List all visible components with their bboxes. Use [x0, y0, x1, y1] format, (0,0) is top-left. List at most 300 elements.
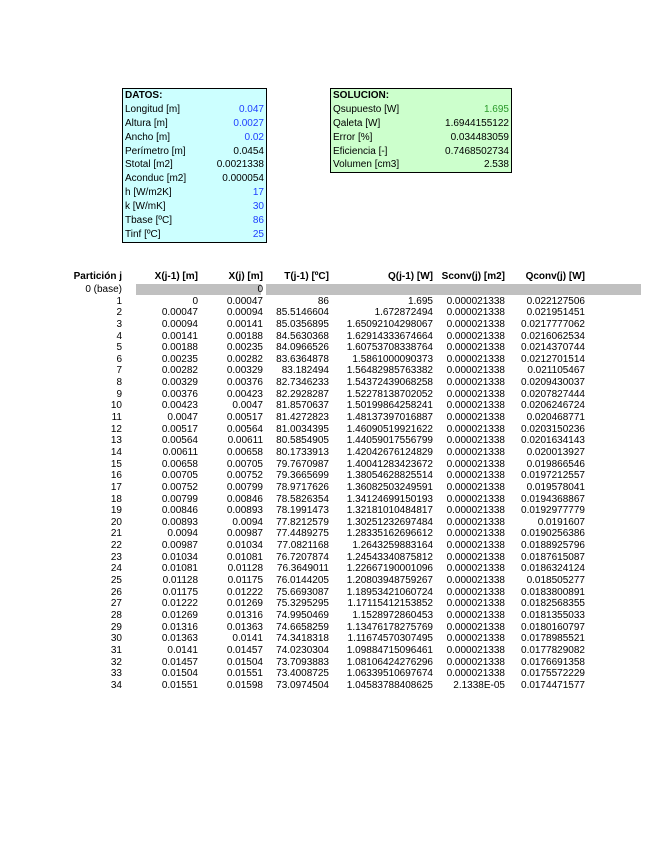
cell-sconv: 0.000021338 [446, 528, 505, 540]
solucion-label: Error [%] [333, 131, 373, 143]
header-t-prev: T(j-1) [ºC] [284, 271, 329, 282]
cell-qconv: 0.019866546 [526, 458, 585, 470]
cell-particion: 13 [110, 435, 122, 447]
cell-t-prev: 74.6658259 [276, 621, 329, 633]
table-row [0, 412, 655, 424]
cell-x-prev: 0.00047 [161, 307, 198, 319]
cell-qconv: 0.0180160797 [521, 621, 585, 633]
header-qconv: Qconv(j) [W] [525, 271, 585, 282]
cell-x: 0.00423 [226, 388, 263, 400]
cell-q-prev: 1.54372439068258 [346, 377, 433, 389]
cell-x: 0.00141 [226, 318, 263, 330]
cell-x: 0.00517 [226, 412, 263, 424]
cell-qconv: 0.0190256386 [521, 528, 585, 540]
cell-t-prev: 78.9717626 [276, 481, 329, 493]
cell-x: 0.00611 [227, 435, 263, 447]
cell-t-prev: 74.3418318 [276, 633, 329, 645]
cell-q-prev: 1.672872494 [374, 307, 433, 319]
cell-particion: 15 [110, 458, 122, 470]
base-label: 0 (base) [85, 284, 122, 295]
cell-q-prev: 1.28335162696612 [346, 528, 433, 540]
cell-t-prev: 86 [317, 295, 329, 307]
cell-x-prev: 0.01128 [162, 575, 198, 587]
cell-q-prev: 1.56482985763382 [346, 365, 433, 377]
cell-particion: 24 [110, 563, 122, 575]
cell-x-prev: 0.0141 [167, 644, 198, 656]
cell-particion: 14 [110, 446, 122, 458]
datos-value: 0.0454 [233, 145, 264, 157]
cell-particion: 21 [110, 528, 122, 540]
datos-value: 17 [252, 187, 264, 199]
cell-particion: 20 [110, 516, 122, 528]
cell-q-prev: 1.30251232697484 [346, 516, 433, 528]
cell-particion: 19 [110, 505, 122, 517]
cell-t-prev: 78.1991473 [276, 505, 329, 517]
datos-value: 0.0021338 [216, 159, 264, 171]
datos-row [123, 145, 266, 159]
cell-sconv: 0.000021338 [446, 400, 505, 412]
cell-particion: 5 [116, 342, 122, 354]
cell-q-prev: 1.34124699150193 [346, 493, 433, 505]
table-row [0, 505, 655, 517]
solucion-value: 0.034483059 [450, 131, 509, 143]
cell-x-prev: 0.00846 [161, 505, 198, 517]
cell-qconv: 0.0206246724 [521, 400, 585, 412]
solucion-value: 2.538 [483, 159, 509, 171]
cell-q-prev: 1.20803948759267 [346, 575, 433, 587]
datos-value: 0.0027 [233, 117, 264, 129]
table-row [0, 680, 655, 692]
cell-sconv: 0.000021338 [446, 318, 505, 330]
table-row [0, 622, 655, 634]
datos-row [123, 117, 266, 131]
cell-qconv: 0.0192977779 [521, 505, 585, 517]
datos-row [123, 214, 266, 228]
cell-x-prev: 0.00658 [161, 458, 198, 470]
cell-t-prev: 83.182494 [281, 365, 329, 377]
cell-qconv: 0.0187615087 [521, 551, 585, 563]
cell-t-prev: 84.0966526 [276, 342, 329, 354]
cell-sconv: 2.1338E-05 [453, 679, 505, 691]
header-x: X(j) [m] [228, 271, 263, 282]
cell-x: 0.00658 [226, 446, 263, 458]
datos-row [123, 200, 266, 214]
header-q-prev: Q(j-1) [W] [388, 271, 433, 282]
table-row [0, 552, 655, 564]
cell-x: 0.00987 [226, 528, 263, 540]
cell-particion: 8 [116, 377, 122, 389]
cell-sconv: 0.000021338 [446, 609, 505, 621]
cell-q-prev: 1.22667190001096 [346, 563, 433, 575]
cell-t-prev: 74.0230304 [276, 644, 329, 656]
cell-t-prev: 83.6364878 [276, 353, 329, 365]
header-particion: Partición j [73, 271, 122, 282]
cell-qconv: 0.0194368867 [521, 493, 585, 505]
base-xj: 0 [257, 284, 263, 295]
cell-particion: 27 [110, 598, 122, 610]
cell-x-prev: 0.00094 [161, 318, 198, 330]
header-sconv: Sconv(j) [m2] [441, 271, 505, 282]
cell-t-prev: 85.5146604 [276, 307, 329, 319]
solucion-row [331, 103, 511, 117]
cell-x-prev: 0.00141 [161, 330, 198, 342]
cell-particion: 1 [116, 295, 122, 307]
datos-value: 30 [252, 201, 264, 213]
cell-x: 0.01128 [227, 563, 263, 575]
cell-x: 0.01034 [226, 540, 263, 552]
cell-particion: 17 [110, 481, 122, 493]
cell-t-prev: 82.7346233 [276, 377, 329, 389]
cell-x-prev: 0.00799 [161, 493, 198, 505]
table-row [0, 598, 655, 610]
cell-particion: 12 [110, 423, 122, 435]
table-row [0, 319, 655, 331]
cell-x-prev: 0.01222 [161, 598, 198, 610]
cell-sconv: 0.000021338 [446, 575, 505, 587]
cell-x: 0.0047 [232, 400, 263, 412]
cell-particion: 29 [110, 621, 122, 633]
cell-x: 0.01316 [226, 609, 263, 621]
datos-label: Longitud [m] [125, 103, 181, 115]
cell-t-prev: 84.5630368 [276, 330, 329, 342]
datos-title: DATOS: [125, 90, 163, 101]
cell-sconv: 0.000021338 [446, 481, 505, 493]
table-row [0, 494, 655, 506]
cell-sconv: 0.000021338 [446, 644, 505, 656]
cell-x-prev: 0.01457 [161, 656, 198, 668]
cell-particion: 34 [110, 679, 122, 691]
cell-x: 0.00329 [226, 365, 263, 377]
cell-qconv: 0.0188925796 [521, 540, 585, 552]
cell-x-prev: 0.00282 [161, 365, 198, 377]
cell-q-prev: 1.11674570307495 [347, 633, 433, 645]
datos-row [123, 186, 266, 200]
datos-value: 86 [252, 215, 264, 227]
solucion-row [331, 131, 511, 145]
cell-t-prev: 73.7093883 [276, 656, 329, 668]
base-row [0, 284, 655, 296]
cell-sconv: 0.000021338 [446, 412, 505, 424]
cell-qconv: 0.0176691358 [521, 656, 585, 668]
cell-particion: 23 [110, 551, 122, 563]
table-row [0, 459, 655, 471]
cell-sconv: 0.000021338 [446, 365, 505, 377]
cell-particion: 4 [116, 330, 122, 342]
cell-sconv: 0.000021338 [446, 656, 505, 668]
cell-sconv: 0.000021338 [446, 342, 505, 354]
cell-particion: 31 [110, 644, 122, 656]
cell-x-prev: 0.00423 [161, 400, 198, 412]
cell-particion: 6 [116, 353, 122, 365]
cell-q-prev: 1.44059017556799 [346, 435, 433, 447]
solucion-row [331, 158, 511, 172]
solucion-row [331, 117, 511, 131]
cell-x-prev: 0.00376 [161, 388, 198, 400]
datos-label: Stotal [m2] [125, 159, 173, 171]
cell-q-prev: 1.5861000090373 [352, 353, 433, 365]
cell-particion: 32 [110, 656, 122, 668]
cell-sconv: 0.000021338 [446, 307, 505, 319]
cell-x: 0.00282 [226, 353, 263, 365]
table-row [0, 633, 655, 645]
datos-row [123, 131, 266, 145]
cell-x-prev: 0.01034 [161, 551, 198, 563]
cell-qconv: 0.0201634143 [521, 435, 585, 447]
table-row [0, 657, 655, 669]
cell-x: 0.01598 [226, 679, 263, 691]
cell-q-prev: 1.06339510697674 [346, 668, 433, 680]
cell-x: 0.00893 [226, 505, 263, 517]
cell-x: 0.00376 [226, 377, 263, 389]
cell-x-prev: 0.01269 [161, 609, 198, 621]
cell-qconv: 0.020013927 [526, 446, 585, 458]
cell-q-prev: 1.13476178275769 [346, 621, 433, 633]
table-row [0, 668, 655, 680]
cell-x-prev: 0.01551 [161, 679, 198, 691]
cell-x-prev: 0.00235 [161, 353, 198, 365]
cell-qconv: 0.021951451 [526, 307, 585, 319]
datos-label: k [W/mK] [125, 201, 166, 213]
table-row [0, 296, 655, 308]
cell-sconv: 0.000021338 [446, 295, 505, 307]
datos-value: 0.047 [238, 103, 264, 115]
cell-sconv: 0.000021338 [446, 388, 505, 400]
cell-x-prev: 0.01363 [161, 633, 198, 645]
cell-q-prev: 1.42042676124829 [346, 446, 433, 458]
cell-x: 0.01363 [226, 621, 263, 633]
cell-x-prev: 0.00705 [161, 470, 198, 482]
cell-x-prev: 0.00188 [161, 342, 198, 354]
cell-x: 0.00235 [226, 342, 263, 354]
cell-x: 0.00846 [226, 493, 263, 505]
cell-t-prev: 76.3649011 [276, 563, 329, 575]
table-row [0, 528, 655, 540]
solucion-label: Qsupuesto [W] [333, 103, 400, 115]
solucion-label: Qaleta [W] [333, 117, 381, 129]
cell-x-prev: 0.01504 [161, 668, 198, 680]
cell-t-prev: 79.3665699 [276, 470, 329, 482]
table-row [0, 342, 655, 354]
cell-x: 0.00094 [226, 307, 263, 319]
table-row [0, 645, 655, 657]
cell-sconv: 0.000021338 [446, 516, 505, 528]
cell-x-prev: 0.0047 [167, 412, 198, 424]
cell-qconv: 0.0209430037 [521, 377, 585, 389]
solucion-value: 1.6944155122 [445, 117, 509, 129]
cell-q-prev: 1.52278138702052 [346, 388, 433, 400]
cell-sconv: 0.000021338 [446, 470, 505, 482]
datos-value: 0.02 [244, 131, 264, 143]
cell-qconv: 0.0212701514 [521, 353, 585, 365]
cell-t-prev: 79.7670987 [276, 458, 329, 470]
cell-q-prev: 1.695 [407, 295, 433, 307]
cell-t-prev: 76.7207874 [276, 551, 329, 563]
cell-qconv: 0.018505277 [526, 575, 585, 587]
cell-qconv: 0.0207827444 [521, 388, 585, 400]
cell-qconv: 0.0214370744 [521, 342, 585, 354]
cell-x-prev: 0.01081 [161, 563, 198, 575]
table-row [0, 610, 655, 622]
table-row [0, 389, 655, 401]
cell-q-prev: 1.36082503249591 [346, 481, 433, 493]
table-row [0, 540, 655, 552]
table-row [0, 575, 655, 587]
cell-sconv: 0.000021338 [446, 435, 505, 447]
cell-x: 0.01504 [226, 656, 263, 668]
table-row [0, 354, 655, 366]
datos-label: Altura [m] [125, 117, 168, 129]
cell-x: 0.00188 [226, 330, 263, 342]
cell-t-prev: 81.4272823 [276, 412, 329, 424]
cell-qconv: 0.0197212557 [521, 470, 585, 482]
cell-q-prev: 1.09884715096461 [346, 644, 433, 656]
cell-q-prev: 1.65092104298067 [346, 318, 433, 330]
cell-particion: 16 [110, 470, 122, 482]
solucion-panel [330, 88, 512, 173]
cell-q-prev: 1.17115412153852 [347, 598, 433, 610]
cell-particion: 18 [110, 493, 122, 505]
cell-x: 0.01551 [226, 668, 263, 680]
solucion-label: Volumen [cm3] [333, 159, 400, 171]
datos-row [123, 158, 266, 172]
cell-t-prev: 73.4008725 [276, 668, 329, 680]
cell-q-prev: 1.48137397016887 [346, 412, 433, 424]
datos-label: Tbase [ºC] [125, 215, 173, 227]
cell-sconv: 0.000021338 [446, 563, 505, 575]
cell-qconv: 0.022127506 [526, 295, 585, 307]
table-row [0, 587, 655, 599]
table-row [0, 365, 655, 377]
cell-qconv: 0.0216062534 [521, 330, 585, 342]
cell-qconv: 0.0178985521 [521, 633, 585, 645]
cell-x: 0.00752 [226, 470, 263, 482]
cell-qconv: 0.0181355033 [521, 609, 585, 621]
cell-qconv: 0.019578041 [526, 481, 585, 493]
cell-particion: 26 [110, 586, 122, 598]
datos-row [123, 172, 266, 186]
cell-qconv: 0.0186324124 [521, 563, 585, 575]
cell-qconv: 0.020468771 [526, 412, 585, 424]
cell-x: 0.01222 [226, 586, 263, 598]
cell-q-prev: 1.08106424276296 [346, 656, 433, 668]
cell-x-prev: 0.01175 [162, 586, 198, 598]
cell-particion: 3 [116, 318, 122, 330]
cell-q-prev: 1.46090519921622 [346, 423, 433, 435]
cell-particion: 33 [110, 668, 122, 680]
cell-x-prev: 0.00987 [161, 540, 198, 552]
cell-x: 0.0094 [232, 516, 263, 528]
table-row [0, 435, 655, 447]
datos-label: Perímetro [m] [125, 145, 186, 157]
cell-x-prev: 0.00329 [161, 377, 198, 389]
cell-x-prev: 0.00611 [162, 446, 198, 458]
cell-sconv: 0.000021338 [446, 377, 505, 389]
table-row [0, 377, 655, 389]
cell-qconv: 0.0203150236 [521, 423, 585, 435]
cell-t-prev: 77.0821168 [276, 540, 329, 552]
cell-sconv: 0.000021338 [446, 598, 505, 610]
cell-particion: 11 [111, 412, 122, 424]
cell-t-prev: 75.6693087 [276, 586, 329, 598]
solucion-value: 0.7468502734 [445, 145, 509, 157]
table-row [0, 482, 655, 494]
table-row [0, 424, 655, 436]
cell-q-prev: 1.60753708338764 [346, 342, 433, 354]
table-row [0, 400, 655, 412]
cell-x: 0.0141 [232, 633, 263, 645]
table-row [0, 470, 655, 482]
shaded-cell [266, 284, 641, 295]
datos-panel [122, 88, 267, 243]
cell-qconv: 0.0217777062 [521, 318, 585, 330]
cell-q-prev: 1.18953421060724 [346, 586, 433, 598]
cell-t-prev: 77.8212579 [276, 516, 329, 528]
cell-t-prev: 81.8570637 [276, 400, 329, 412]
cell-t-prev: 77.4489275 [276, 528, 329, 540]
cell-x: 0.01457 [226, 644, 263, 656]
cell-qconv: 0.0182568355 [521, 598, 585, 610]
cell-particion: 10 [110, 400, 122, 412]
cell-sconv: 0.000021338 [446, 633, 505, 645]
cell-q-prev: 1.32181010484817 [346, 505, 433, 517]
datos-label: Aconduc [m2] [125, 173, 187, 185]
datos-value: 25 [252, 228, 264, 240]
cell-particion: 30 [110, 633, 122, 645]
table-row [0, 307, 655, 319]
cell-sconv: 0.000021338 [446, 621, 505, 633]
cell-x: 0.00705 [226, 458, 263, 470]
cell-x: 0.01081 [226, 551, 263, 563]
cell-q-prev: 1.04583788408625 [346, 679, 433, 691]
cell-t-prev: 82.2928287 [276, 388, 329, 400]
datos-row [123, 103, 266, 117]
cell-x-prev: 0.00517 [161, 423, 198, 435]
cell-particion: 25 [110, 575, 122, 587]
cell-qconv: 0.021105467 [527, 365, 585, 377]
cell-x-prev: 0 [192, 295, 198, 307]
cell-qconv: 0.0183800891 [521, 586, 585, 598]
cell-sconv: 0.000021338 [446, 505, 505, 517]
table-header [0, 271, 655, 283]
cell-particion: 2 [116, 307, 122, 319]
cell-qconv: 0.0174471577 [521, 679, 585, 691]
cell-sconv: 0.000021338 [446, 493, 505, 505]
datos-label: Tinf [ºC] [125, 228, 161, 240]
cell-x-prev: 0.01316 [161, 621, 198, 633]
table-row [0, 517, 655, 529]
cell-t-prev: 78.5826354 [276, 493, 329, 505]
cell-particion: 7 [116, 365, 122, 377]
cell-x: 0.01175 [227, 575, 263, 587]
cell-x-prev: 0.00893 [161, 516, 198, 528]
cell-sconv: 0.000021338 [446, 458, 505, 470]
cell-x: 0.01269 [226, 598, 263, 610]
cell-t-prev: 85.0356895 [276, 318, 329, 330]
table-row [0, 447, 655, 459]
cell-x-prev: 0.00564 [161, 435, 198, 447]
solucion-label: Eficiencia [-] [333, 145, 388, 157]
table-row [0, 563, 655, 575]
cell-q-prev: 1.2643259883164 [352, 540, 433, 552]
cell-sconv: 0.000021338 [446, 446, 505, 458]
datos-value: 0.000054 [222, 173, 264, 185]
datos-row [123, 228, 266, 242]
datos-label: h [W/m2K] [125, 187, 172, 199]
cell-t-prev: 81.0034395 [276, 423, 329, 435]
shaded-cell [136, 284, 261, 295]
cell-t-prev: 80.5854905 [276, 435, 329, 447]
cell-x-prev: 0.0094 [167, 528, 198, 540]
